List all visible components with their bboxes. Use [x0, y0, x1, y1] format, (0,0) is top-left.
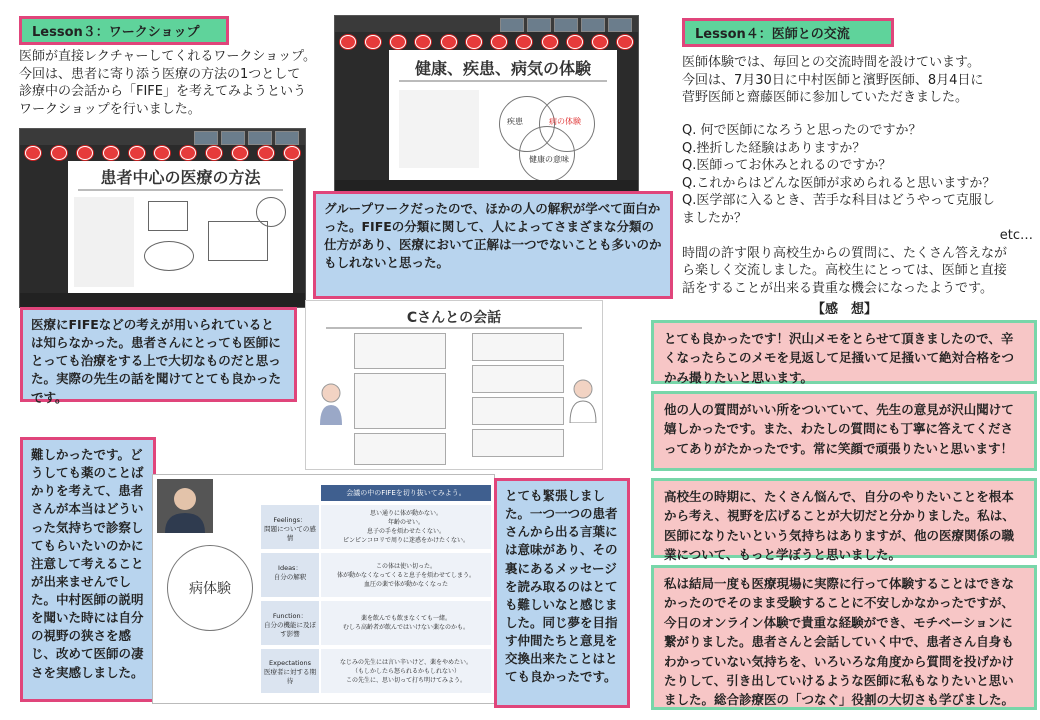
venn-label: 疾患 — [507, 117, 523, 126]
fife-row-text: なじみの先生には言い辛いけど、薬をやめたい。 （もしかしたら怒られるかもしれない） この先生に、思い切って打ち明けてみよう。 — [321, 649, 491, 693]
fife-row-text: この体は使い切った。 体が動かなくなってくると息子を煩わせてしまう。 血圧の薬で体が動かなくなった — [321, 553, 491, 597]
lesson3-intro-line: 今回は、患者に寄り添う医療の方法の1つとして — [19, 66, 301, 82]
slide-2 — [68, 161, 293, 296]
lesson4-intro-line: 今回は、7月30日に中村医師と濱野医師、8月4日に — [682, 72, 984, 88]
outro-line: ら楽しく交流しました。高校生にとっては、医師と直接 — [682, 263, 1007, 279]
outro-line: 時間の許す限り高校生からの質問に、たくさん答えなが — [682, 245, 1008, 261]
lesson4-intro — [682, 54, 1032, 107]
fife-table — [261, 505, 491, 697]
zoom-topbar — [20, 129, 305, 145]
slide-4 — [152, 474, 495, 704]
lesson3-intro-line: ワークショップを行いました。 — [19, 101, 201, 117]
etc-label: etc… — [999, 228, 1033, 244]
lesson4-intro-line: 医師体験では、毎回との交流時間を設けています。 — [682, 55, 980, 70]
student-comment: グループワークだったので、ほかの人の解釈が学べて面白かった。FIFEの分類に関して、人によってさまざまな分類の仕方があり、医療において正解は一つでないことも多いのかもしれないと思った。 — [313, 191, 673, 299]
lesson3-intro-line: 診療中の会話から「FIFE」を考えてみようという — [19, 84, 307, 100]
lesson4-tag: Lesson４：医師との交流 — [682, 18, 894, 47]
question-item: Q.医学部に入るとき、苦手な科目はどうやって克服し — [682, 193, 995, 209]
question-item: Q.医師ってお休みとれるのですか？ — [682, 158, 892, 174]
question-item: ましたか？ — [682, 210, 748, 226]
zoom-screenshot-2 — [19, 128, 306, 308]
student-comment: 難しかったです。どうしても薬のことばかりを考えて、患者さんが本当はどういった気持ちで診察してもらいたいのかに注意して考えることが出来ませんでした。中村医師の説明を聞いた時には自分の視野の狭さを感じ、改めて医師の凄さを実感しました。 — [20, 437, 156, 702]
lesson3-intro — [19, 48, 339, 118]
doctor-icon — [566, 377, 600, 423]
fife-row-label: Feelings： 問題についての感情 — [261, 505, 319, 549]
venn-label: 健康の意味 — [529, 155, 569, 164]
lesson3-intro-line: 医師が直接レクチャーしてくれるワークショップ。 — [19, 49, 317, 64]
zoom-bottombar — [20, 293, 305, 307]
slide-1-title: 健康、疾患、病気の体験 — [414, 59, 591, 78]
question-item: Q. 何で医師になろうと思ったのですか？ — [682, 123, 922, 138]
fife-row-label: Ideas： 自分の解釈 — [261, 553, 319, 597]
zoom-screenshot-1 — [334, 15, 639, 195]
fife-row-text: 思い通りに体が動かない。 年齢のせい。 息子の手を煩わせたくない。 ピンピンコロリで周りに迷惑をかけたくない。 — [321, 505, 491, 549]
fife-row-text: 薬を飲んでも飲まなくても一緒。 むしろ高齢者が飲んではいけない薬なのかも。 — [321, 601, 491, 645]
question-item: Q.これからはどんな医師が求められると思いますか？ — [682, 175, 996, 191]
student-comment: 医療にFIFEなどの考えが用いられているとは知らなかった。患者さんにとっても医師にとっても治療をする上で大切なものだと思った。実際の先生の話を聞けてとても良かったです。 — [20, 307, 297, 402]
lesson4-intro-line: 菅野医師と齋藤医師に参加していただきました。 — [682, 90, 969, 106]
impression-comment: 他の人の質問がいい所をついていて、先生の意見が沢山聞けて嬉しかったです。また、わたしの質問にも丁寧に答えてくださってありがたかったです。常に笑顔で頑張りたいと思います！ — [651, 391, 1037, 471]
fife-row-label: Expectations 医療者に対する期待 — [261, 649, 319, 693]
slide-2-title: 患者中心の医療の方法 — [100, 168, 261, 187]
lesson3-tag: Lesson３：ワークショップ — [19, 16, 229, 45]
fife-table-header: 会議の中のFIFEを切り抜いてみよう。 — [321, 485, 491, 501]
lesson4-questions — [682, 122, 1037, 297]
fife-center-label: 病体験 — [167, 545, 253, 631]
fife-row-label: Function： 自分の機能に及ぼす影響 — [261, 601, 319, 645]
participant-video — [157, 479, 213, 533]
elderly-patient-icon — [314, 381, 348, 425]
slide-3 — [305, 300, 603, 470]
lantern-decoration — [20, 145, 305, 161]
question-item: Q.挫折した経験はありますか？ — [682, 140, 866, 156]
impression-comment: 高校生の時期に、たくさん悩んで、自分のやりたいことを根本から考え、視野を広げることが大切だと分かりました。私は、医師になりたいという気持ちはありますが、他の医療関係の職業について、もっと学ぼうと思いました。 — [651, 478, 1037, 558]
lantern-decoration — [335, 34, 638, 50]
outro-line: 話をすることが出来る貴重な機会になったようです。 — [682, 280, 993, 296]
zoom-topbar — [335, 16, 638, 32]
slide-1 — [389, 50, 617, 184]
student-comment: とても緊張しました。一つ一つの患者さんから出る言葉には意味があり、その裏にあるメッセージを読み取るのはとても難しいなと感じました。同じ夢を目指す仲間たちと意見を交換出来たことはとても良かったです。 — [494, 478, 630, 708]
impressions-heading: 【感 想】 — [812, 302, 878, 317]
venn-label: 病の体験 — [549, 117, 581, 126]
slide-3-title: Cさんとの会話 — [406, 310, 502, 326]
impression-comment: 私は結局一度も医療現場に実際に行って体験することはできなかったのでそのまま受験することに不安しかなかったですが、今日のオンライン体験で貴重な経験ができ、モチベーションに繋がりました。患者さんと会話していく中で、患者さん自身もわかっていない気持ちを、いろいろな角度から質問を投げかけたりして、引き出していけるような医師に私もなりたいと思いました。総合診療医の「つなぐ」役割の大切さも学びました。 — [651, 565, 1037, 710]
impression-comment: とても良かったです！沢山メモをとらせて頂きましたので、辛くなったらこのメモを見返して足掻いて足掻いて絶対合格をつかみ撮りたいと思います。 — [651, 320, 1037, 384]
